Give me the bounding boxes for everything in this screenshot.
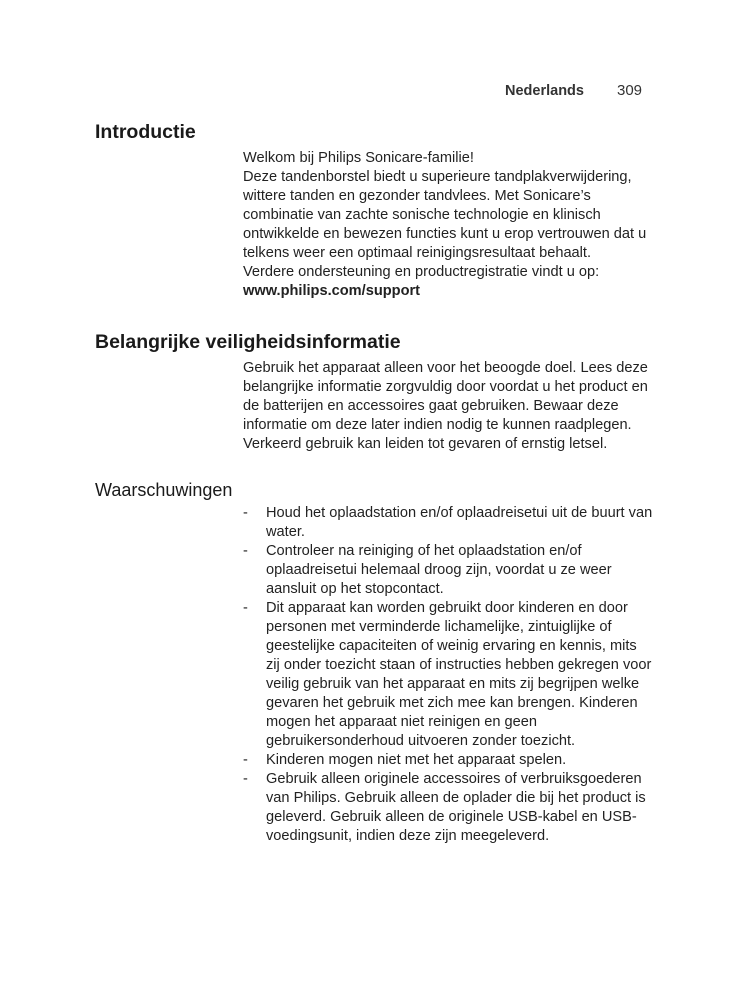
safety-paragraph: Gebruik het apparaat alleen voor het beoogde doel. Lees deze belangrijke informatie zorgvuldig door voordat u het product en de batterijen en accessoires gaat gebruiken. Bewaar deze informatie om deze later indien nodig te kunnen raadplegen. Verkeerd gebruik kan leiden tot gevaren of ernstig letsel. [243, 360, 648, 452]
warning-item [243, 770, 653, 846]
support-url[interactable]: www.philips.com/support [243, 283, 421, 299]
warnings-list [243, 504, 653, 846]
warning-text: Kinderen mogen niet met het apparaat spelen. [266, 752, 567, 768]
introduction-paragraph: Verdere ondersteuning en productregistratie vindt u op: [243, 264, 600, 280]
bullet-dash: - [243, 752, 248, 768]
warning-item [243, 542, 653, 599]
introduction-paragraph: Deze tandenborstel biedt u superieure tandplakverwijdering, wittere tanden en gezonder tandvlees. Met Sonicare’s combinatie van zachte sonische technologie en klinisch ontwikkelde en bewezen functies kunt u erop vertrouwen dat u telkens weer een optimaal reinigingsresultaat behaalt. [243, 169, 647, 261]
warnings-heading: Waarschuwingen [95, 480, 233, 500]
warning-item [243, 599, 653, 751]
introduction-paragraph: Welkom bij Philips Sonicare-familie! [243, 150, 474, 166]
warning-text: Houd het oplaadstation en/of oplaadreisetui uit de buurt van water. [266, 505, 653, 540]
warning-text: Gebruik alleen originele accessoires of verbruiksgoederen van Philips. Gebruik alleen de oplader die bij het product is geleverd. Gebruik alleen de originele USB-kabel en USB-voedingsunit, indien deze zijn meegeleverd. [266, 771, 646, 844]
introduction-body [243, 149, 653, 301]
page-number: 309 [617, 82, 643, 99]
safety-body [243, 359, 653, 454]
bullet-dash: - [243, 543, 248, 559]
bullet-dash: - [243, 600, 248, 616]
warning-item [243, 504, 653, 542]
bullet-dash: - [243, 505, 248, 521]
language-label: Nederlands [505, 83, 584, 99]
bullet-dash: - [243, 771, 248, 787]
page-header [0, 82, 739, 102]
introduction-heading: Introductie [95, 121, 196, 143]
warning-text: Controleer na reiniging of het oplaadstation en/of oplaadreisetui helemaal droog zijn, voordat u ze weer aansluit op het stopcontact. [266, 543, 612, 597]
safety-heading: Belangrijke veiligheidsinformatie [95, 331, 401, 353]
warning-text: Dit apparaat kan worden gebruikt door kinderen en door personen met verminderde lichamelijke, zintuiglijke of geestelijke capaciteiten of weinig ervaring en kennis, mits zij onder toezicht staan of instructies hebben gekregen voor veilig gebruik van het apparaat en mits zij begrijpen welke gevaren het gebruik met zich mee kan brengen. Kinderen mogen het apparaat niet reinigen en geen gebruikersonderhoud uitvoeren zonder toezicht. [266, 600, 652, 749]
warning-item [243, 751, 653, 770]
